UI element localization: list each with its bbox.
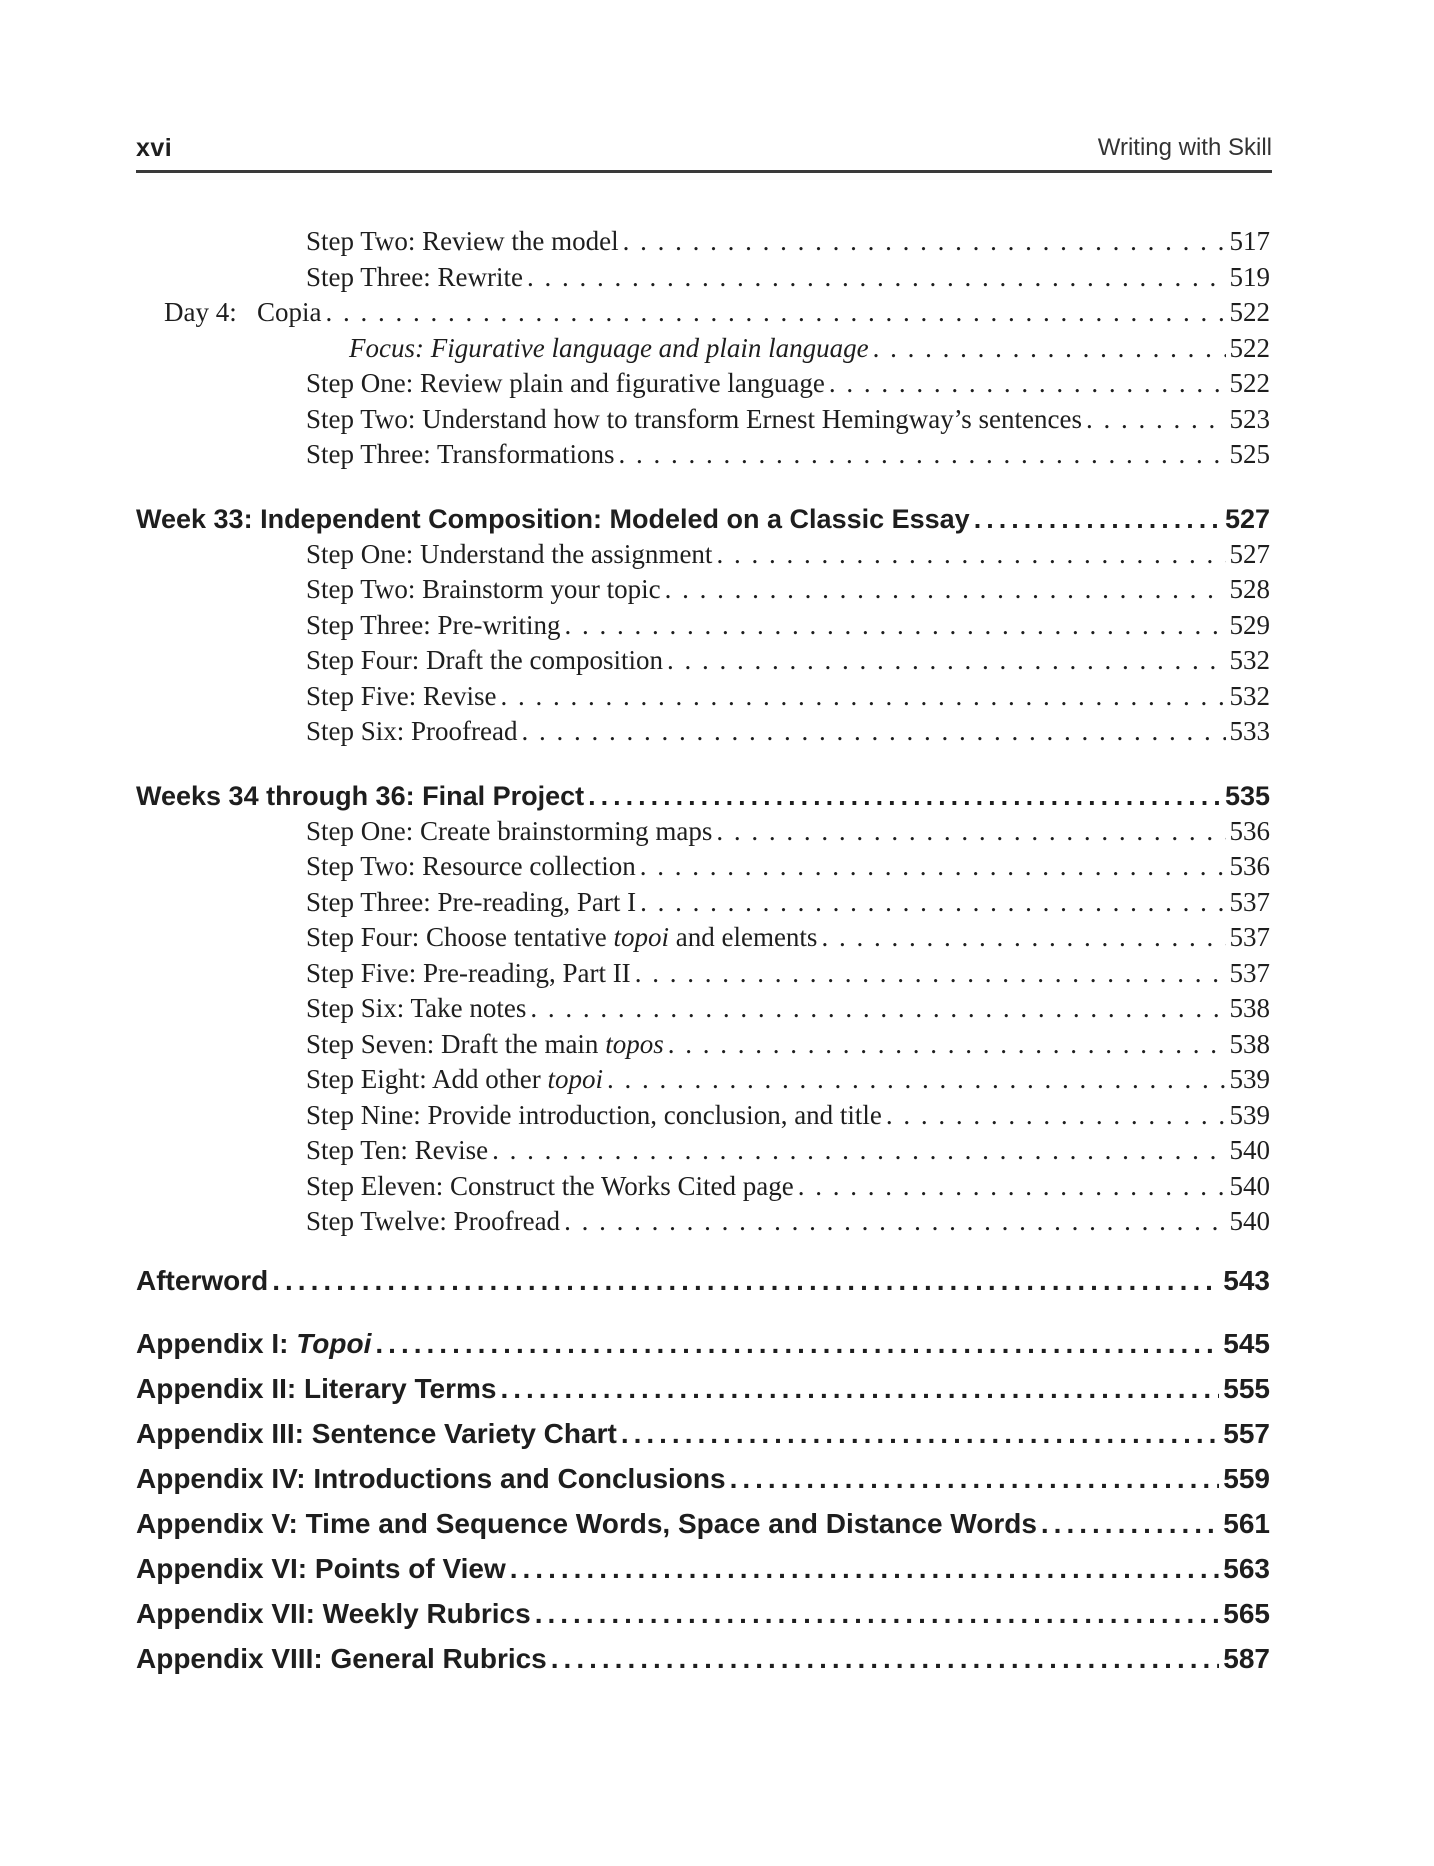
toc-entry[interactable] xyxy=(136,437,1270,473)
entry-title: Step Three: Transformations xyxy=(306,439,615,469)
entry-page: 539 xyxy=(1229,1099,1270,1130)
heading-page: 527 xyxy=(1224,503,1270,534)
entry-page: 536 xyxy=(1229,815,1270,846)
entry-title: Step Seven: Draft the main topos xyxy=(306,1028,664,1059)
heading-title: Appendix II: Literary Terms xyxy=(136,1372,497,1404)
dot-leader xyxy=(1086,402,1226,438)
entry-page: 539 xyxy=(1229,1064,1270,1094)
dot-leader xyxy=(668,1027,1226,1063)
running-header xyxy=(136,130,1272,173)
toc-entry[interactable] xyxy=(136,366,1270,402)
toc-entry[interactable] xyxy=(136,537,1270,573)
toc-heading-appendix[interactable] xyxy=(136,1591,1270,1636)
entry-page: 532 xyxy=(1229,680,1270,711)
heading-page: 587 xyxy=(1223,1642,1270,1674)
toc-entry[interactable] xyxy=(136,956,1270,992)
entry-page: 538 xyxy=(1229,993,1270,1023)
heading-title: Weeks 34 through 36: Final Project xyxy=(136,780,585,811)
entry-page: 532 xyxy=(1229,645,1270,675)
toc-entry[interactable] xyxy=(136,643,1270,679)
entry-title: Step Eleven: Construct the Works Cited page xyxy=(306,1170,794,1201)
entry-title: Step Three: Pre-reading, Part I xyxy=(306,886,637,917)
toc-heading-appendix[interactable] xyxy=(136,1546,1270,1591)
dot-leader xyxy=(873,331,1226,367)
entry-title: Step Five: Pre-reading, Part II xyxy=(306,957,631,988)
toc-entry[interactable] xyxy=(136,679,1270,715)
dot-leader xyxy=(588,778,1221,814)
heading-page: 561 xyxy=(1223,1507,1270,1539)
heading-title: Afterword xyxy=(136,1264,269,1296)
heading-title: Appendix V: Time and Sequence Words, Space and Distance Words xyxy=(136,1507,1037,1539)
heading-page: 559 xyxy=(1223,1462,1270,1494)
entry-title: Step Three: Pre-writing xyxy=(306,609,561,640)
entry-title: Step Six: Proofread xyxy=(306,716,518,746)
dot-leader xyxy=(716,537,1225,573)
entry-title: Focus: Figurative language and plain language xyxy=(349,332,869,363)
day-label: Day 4: xyxy=(164,297,237,327)
entry-title: Step Nine: Provide introduction, conclusion, and title xyxy=(306,1099,882,1130)
entry-page: 525 xyxy=(1229,439,1270,469)
toc-entry[interactable] xyxy=(136,920,1270,956)
toc-entry[interactable] xyxy=(136,1169,1270,1205)
entry-page: 540 xyxy=(1229,1170,1270,1201)
toc-heading-weeks-34-36[interactable] xyxy=(136,778,1270,814)
entry-title: Step Two: Review the model xyxy=(306,226,619,256)
toc-heading-appendix[interactable] xyxy=(136,1366,1270,1411)
heading-title: Appendix VI: Points of View xyxy=(136,1552,506,1584)
entry-page: 529 xyxy=(1229,609,1270,640)
entry-title: Step One: Review plain and figurative language xyxy=(306,368,825,398)
dot-leader xyxy=(564,608,1225,644)
dot-leader xyxy=(635,956,1226,992)
dot-leader xyxy=(535,1591,1220,1636)
toc-heading-week-33[interactable] xyxy=(136,501,1270,537)
table-of-contents xyxy=(136,224,1270,1681)
entry-title: Step Four: Choose tentative topoi and elements xyxy=(306,922,818,952)
toc-entry[interactable] xyxy=(136,1204,1270,1240)
entry-page: 537 xyxy=(1229,957,1270,988)
heading-title: Appendix VIII: General Rubrics xyxy=(136,1642,547,1674)
day-title: Copia xyxy=(256,297,322,327)
heading-title: Appendix VII: Weekly Rubrics xyxy=(136,1597,531,1629)
dot-leader xyxy=(530,991,1225,1027)
toc-entry[interactable] xyxy=(136,402,1270,438)
dot-leader xyxy=(527,260,1226,296)
entry-page: 522 xyxy=(1229,368,1270,398)
toc-entry[interactable] xyxy=(136,714,1270,750)
spacer xyxy=(136,1303,1270,1321)
dot-leader xyxy=(618,437,1225,473)
dot-leader xyxy=(821,920,1225,956)
toc-entry[interactable] xyxy=(136,885,1270,921)
dot-leader xyxy=(325,295,1225,331)
heading-page: 543 xyxy=(1223,1264,1270,1296)
entry-title: Step Eight: Add other topoi xyxy=(306,1064,603,1094)
toc-heading-appendix[interactable] xyxy=(136,1456,1270,1501)
entry-page: 537 xyxy=(1229,886,1270,917)
toc-heading-appendix[interactable] xyxy=(136,1636,1270,1681)
heading-title: Appendix I: Topoi xyxy=(136,1327,372,1359)
toc-entry[interactable] xyxy=(136,1098,1270,1134)
dot-leader xyxy=(607,1062,1226,1098)
page-number: xvi xyxy=(136,134,173,162)
toc-entry[interactable] xyxy=(136,608,1270,644)
dot-leader xyxy=(621,1411,1219,1456)
entry-title: Step One: Create brainstorming maps xyxy=(306,815,713,846)
heading-page: 545 xyxy=(1223,1327,1270,1359)
spacer xyxy=(136,1240,1270,1258)
heading-title: Appendix III: Sentence Variety Chart xyxy=(136,1417,617,1449)
spacer xyxy=(136,750,1270,778)
entry-title: Step Two: Brainstorm your topic xyxy=(306,574,661,604)
entry-title: Step Two: Resource collection xyxy=(306,851,636,881)
entry-page: 522 xyxy=(1229,332,1270,363)
entry-page: 540 xyxy=(1229,1206,1270,1236)
heading-page: 565 xyxy=(1223,1597,1270,1629)
dot-leader xyxy=(730,1456,1220,1501)
toc-heading-appendix[interactable] xyxy=(136,1411,1270,1456)
toc-entry[interactable] xyxy=(136,224,1270,260)
dot-leader xyxy=(886,1098,1226,1134)
toc-entry[interactable] xyxy=(136,814,1270,850)
entry-title: Step One: Understand the assignment xyxy=(306,538,713,569)
spacer xyxy=(136,473,1270,501)
heading-page: 535 xyxy=(1224,780,1270,811)
dot-leader xyxy=(510,1546,1220,1591)
toc-entry[interactable] xyxy=(136,1133,1270,1169)
toc-heading-appendix[interactable] xyxy=(136,1321,1270,1366)
dot-leader xyxy=(521,714,1225,750)
dot-leader xyxy=(640,849,1226,885)
entry-title: Step Five: Revise xyxy=(306,680,497,711)
entry-page: 536 xyxy=(1229,851,1270,881)
entry-page: 519 xyxy=(1229,261,1270,292)
entry-page: 538 xyxy=(1229,1028,1270,1059)
toc-entry[interactable] xyxy=(136,1027,1270,1063)
toc-entry-day-4[interactable] xyxy=(136,295,1270,331)
dot-leader xyxy=(564,1204,1225,1240)
heading-title: Week 33: Independent Composition: Modeled on a Classic Essay xyxy=(136,503,970,534)
toc-heading-appendix[interactable] xyxy=(136,1501,1270,1546)
toc-heading-afterword[interactable] xyxy=(136,1258,1270,1303)
dot-leader xyxy=(665,572,1226,608)
entry-title: Step Two: Understand how to transform Ernest Hemingway’s sentences xyxy=(306,403,1082,434)
entry-title: Step Six: Take notes xyxy=(306,993,527,1023)
entry-page: 540 xyxy=(1229,1135,1270,1165)
entry-page: 533 xyxy=(1229,716,1270,746)
entry-title: Step Ten: Revise xyxy=(306,1135,489,1165)
entry-page: 522 xyxy=(1229,297,1270,327)
dot-leader xyxy=(500,1366,1219,1411)
dot-leader xyxy=(272,1258,1219,1303)
dot-leader xyxy=(551,1636,1220,1681)
dot-leader xyxy=(623,224,1226,260)
toc-entry[interactable] xyxy=(136,1062,1270,1098)
entry-title: Step Three: Rewrite xyxy=(306,261,523,292)
dot-leader xyxy=(492,1133,1225,1169)
dot-leader xyxy=(716,814,1225,850)
heading-title: Appendix IV: Introductions and Conclusions xyxy=(136,1462,726,1494)
toc-entry[interactable] xyxy=(136,991,1270,1027)
heading-page: 563 xyxy=(1223,1552,1270,1584)
dot-leader xyxy=(974,501,1221,537)
entry-title: Step Four: Draft the composition xyxy=(306,645,663,675)
dot-leader xyxy=(667,643,1226,679)
dot-leader xyxy=(1041,1501,1219,1546)
toc-entry[interactable] xyxy=(136,572,1270,608)
entry-page: 528 xyxy=(1229,574,1270,604)
book-title: Writing with Skill xyxy=(1097,134,1272,161)
entry-page: 523 xyxy=(1229,403,1270,434)
dot-leader xyxy=(798,1169,1226,1205)
dot-leader xyxy=(501,679,1226,715)
entry-title xyxy=(136,295,321,331)
entry-title: Step Twelve: Proofread xyxy=(306,1206,561,1236)
dot-leader xyxy=(375,1321,1219,1366)
toc-entry-focus[interactable] xyxy=(136,331,1270,367)
toc-entry[interactable] xyxy=(136,849,1270,885)
dot-leader xyxy=(640,885,1225,921)
entry-page: 527 xyxy=(1229,538,1270,569)
heading-page: 555 xyxy=(1223,1372,1270,1404)
toc-entry[interactable] xyxy=(136,260,1270,296)
entry-page: 537 xyxy=(1229,922,1270,952)
heading-page: 557 xyxy=(1223,1417,1270,1449)
dot-leader xyxy=(829,366,1226,402)
entry-page: 517 xyxy=(1229,226,1270,256)
